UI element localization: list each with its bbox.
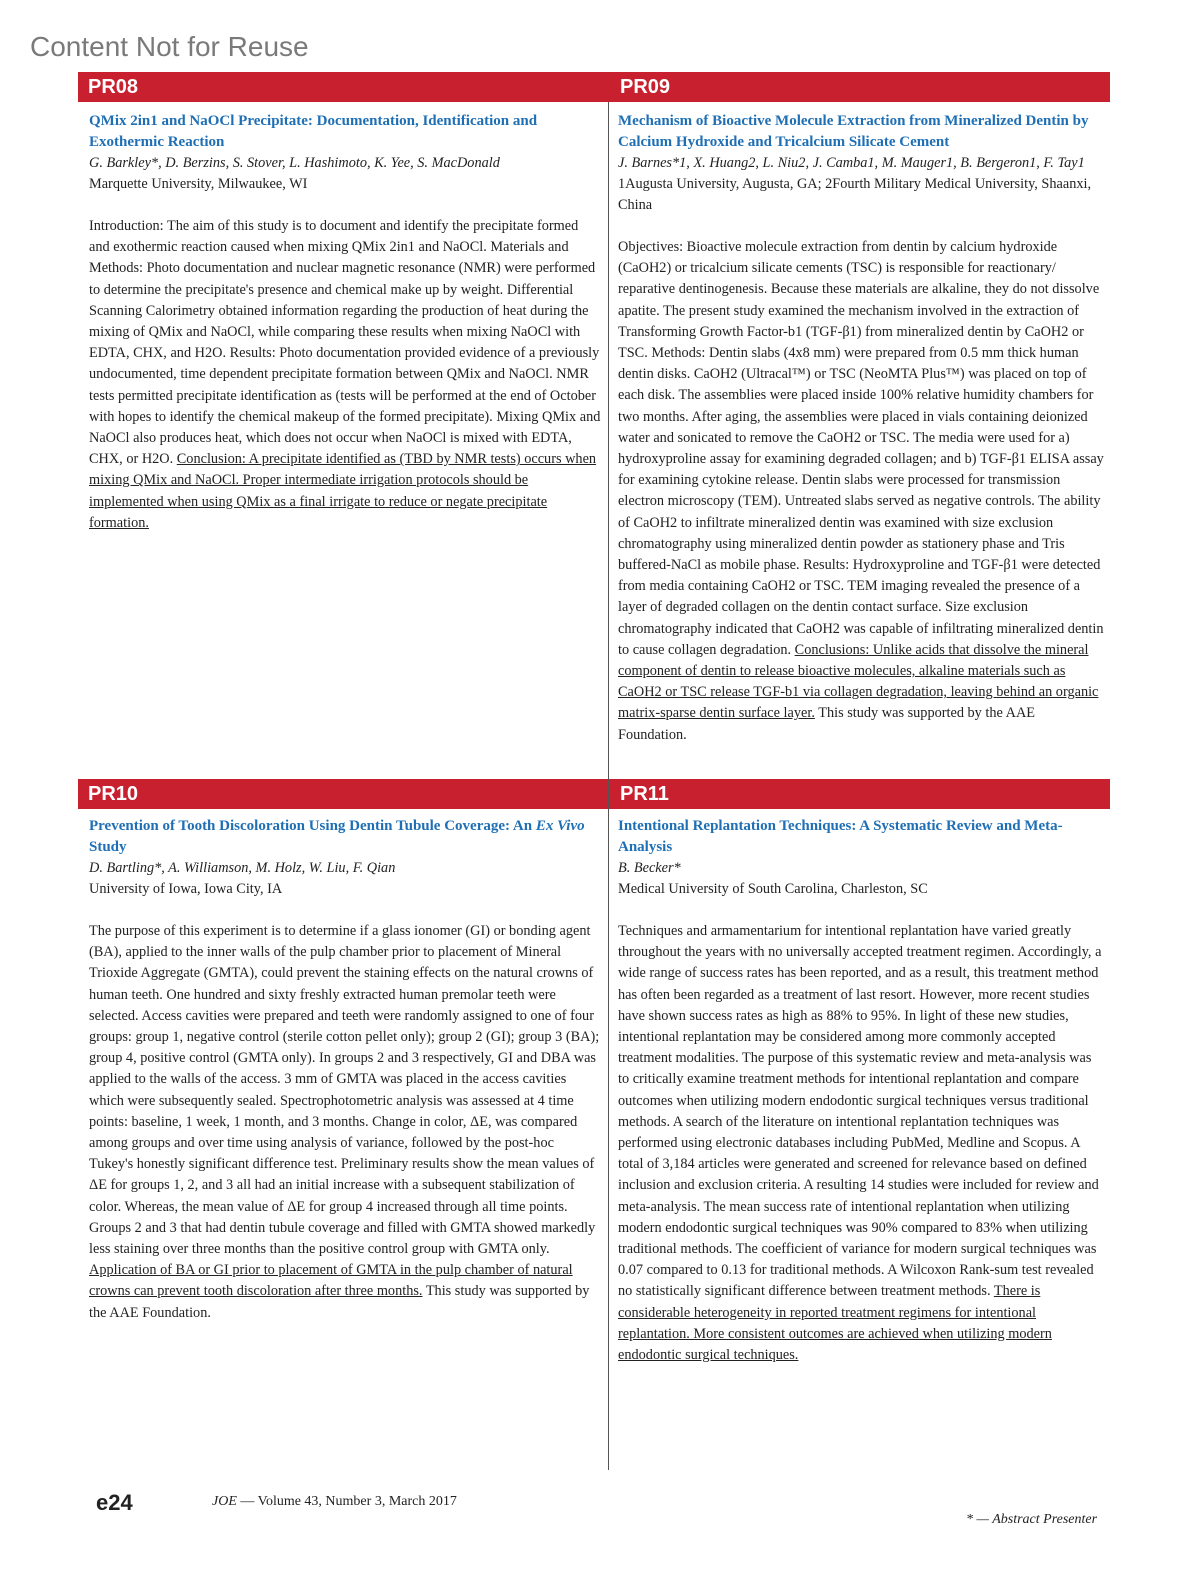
abstract-text: The purpose of this experiment is to determine if a glass ionomer (GI) or bonding agent (BA), applied to the inner walls of the pulp chamber prior to placement of Mineral Trioxide Aggregate (GMTA), could prevent the staining effects on the natural crowns of human teeth. One hundred and sixty freshly extracted human premolar teeth were selected. Access cavities were prepared and teeth were randomly assigned to one of four groups: group 1, negative control (sterile cotton pellet only); group 2 (GI); group 3 (BA); group 4, positive control (GMTA only). In groups 2 and 3 respectively, GI and DBA was applied to the walls of the access. 3 mm of GMTA was placed in the access cavities which were subsequently sealed. Spectrophotometric analysis was assessed at 4 time points: baseline, 1 week, 1 month, and 3 months. Change in color, ΔE, was compared among groups and over time using analysis of variance, followed by the post-hoc Tukey's honestly significant difference test. Preliminary results show the mean values of ΔE for groups 1, 2, and 3 all had an initial increase with a subsequent stabilization of color. Whereas, the mean value of ΔE for group 4 increased through all time points. Groups 2 and 3 that had dentin tubule coverage and filled with GMTA showed markedly less staining over three months than the positive control group with GMTA only. — [89, 923, 600, 1258]
title-end: Study — [89, 839, 127, 855]
abstract-authors: G. Barkley*, D. Berzins, S. Stover, L. Hashimoto, K. Yee, S. MacDonald — [89, 155, 500, 171]
abstract-id-pr08: PR08 — [88, 76, 139, 98]
abstract-conclusion: Conclusions: Unlike acids that dissolve the mineral component of dentin to release bioactive molecules, alkaline materials such as CaOH2 or TSC release TGF-b1 via collagen degradation, leaving behind an organic matrix-sparse dentin surface layer. — [618, 641, 1099, 722]
title-main: Prevention of Tooth Discoloration Using Dentin Tubule Coverage: An — [89, 818, 536, 834]
abstract-affiliation: University of Iowa, Iowa City, IA — [89, 881, 283, 897]
abstract-conclusion: Conclusion: A precipitate identified as (TBD by NMR tests) occurs when mixing QMix and NaOCl. Proper intermediate irrigation protocols should be implemented when using QMix as a final irrigate to reduce or negate precipitate formation. — [89, 451, 597, 531]
title-italic: Ex Vivo — [535, 818, 585, 834]
abstract-authors: D. Bartling*, A. Williamson, M. Holz, W. Liu, F. Qian — [89, 860, 396, 876]
abstract-pr11 — [618, 816, 1106, 1366]
abstract-body — [89, 216, 601, 534]
abstract-support: This study was supported by the AAE Foundation. — [618, 705, 1036, 743]
abstract-body — [618, 237, 1106, 746]
page-number: e24 — [96, 1490, 133, 1515]
abstract-text: Techniques and armamentarium for intentional replantation have varied greatly throughout the years with no universally accepted treatment regimen. Accordingly, a wide range of success rates has been reported, and as a result, this treatment method has often been regarded as a treatment of last resort. However, more recent studies have shown success rates as high as 88% to 95%. In light of these new studies, intentional replantation may be considered among more commonly accepted treatment modalities. The purpose of this systematic review and meta-analysis was to critically examine treatment methods for intentional replantation and compare outcomes when utilizing modern endodontic surgical techniques versus traditional methods. A search of the literature on intentional replantation techniques was performed using electronic databases including PubMed, Medline and Scopus. A total of 3,184 articles were generated and screened for relevance based on defined inclusion and exclusion criteria. A resulting 14 studies were included for review and meta-analysis. The mean success rate of intentional replantation when utilizing modern endodontic surgical techniques was 90% compared to 83% when utilizing traditional methods. The coefficient of variance for modern surgical techniques was 0.07 compared to 0.13 for traditional methods. A Wilcoxon Rank-sum test revealed no statistically significant difference between treatment methods. — [618, 923, 1102, 1300]
watermark-text: Content Not for Reuse — [30, 31, 309, 62]
abstract-support: This study was supported by the AAE Foundation. — [89, 1283, 590, 1321]
abstract-conclusion: Application of BA or GI prior to placement of GMTA in the pulp chamber of natural crowns can prevent tooth discoloration after three months. — [89, 1262, 573, 1300]
abstract-title: Mechanism of Bioactive Molecule Extraction from Mineralized Dentin by Calcium Hydroxide and Tricalcium Silicate Cement — [618, 113, 1089, 150]
abstract-id-pr09: PR09 — [620, 76, 671, 98]
abstract-title: QMix 2in1 and NaOCl Precipitate: Documentation, Identification and Exothermic Reaction — [89, 113, 538, 150]
abstract-affiliation: Medical University of South Carolina, Charleston, SC — [618, 881, 928, 897]
abstract-authors: J. Barnes*1, X. Huang2, L. Niu2, J. Camba1, M. Mauger1, B. Bergeron1, F. Tay1 — [618, 155, 1085, 171]
abstract-pr08 — [89, 111, 601, 534]
abstract-affiliation: 1Augusta University, Augusta, GA; 2Fourth Military Medical University, Shaanxi, China — [618, 176, 1092, 213]
journal-name: JOE — [212, 1494, 237, 1509]
header-bar-top — [78, 72, 1110, 102]
journal-issue: — Volume 43, Number 3, March 2017 — [236, 1494, 457, 1509]
presenter-note: * — Abstract Presenter — [966, 1512, 1098, 1527]
abstract-pr10 — [89, 816, 601, 1324]
column-divider — [608, 102, 609, 1470]
abstract-id-pr10: PR10 — [88, 783, 139, 805]
abstract-conclusion: There is considerable heterogeneity in reported treatment regimens for intentional replantation. More consistent outcomes are achieved when utilizing modern endodontic surgical techniques. — [618, 1283, 1052, 1364]
abstract-title — [89, 816, 601, 858]
header-bar-middle — [78, 779, 1110, 809]
abstract-pr09 — [618, 111, 1106, 746]
abstract-authors: B. Becker* — [618, 860, 681, 876]
abstract-title: Intentional Replantation Techniques: A Systematic Review and Meta-Analysis — [618, 818, 1063, 855]
abstract-body — [618, 921, 1106, 1366]
journal-citation — [212, 1494, 457, 1510]
abstract-affiliation: Marquette University, Milwaukee, WI — [89, 176, 308, 192]
abstract-id-pr11: PR11 — [620, 783, 669, 805]
abstract-text: Introduction: The aim of this study is to document and identify the precipitate formed and exothermic reaction caused when mixing QMix 2in1 and NaOCl. Materials and Methods: Photo documentation and nuclear magnetic resonance (NMR) were performed to determine the precipitate's presence and chemical make up by weight. Differential Scanning Calorimetry obtained information regarding the production of heat during the mixing of QMix and NaOCl, while comparing these results when mixing NaOCl with EDTA, CHX, and H2O. Results: Photo documentation provided evidence of a previously undocumented, time dependent precipitate formation between QMix and NaOCl. NMR tests permitted precipitate identification as (tests will be performed at the end of October with hopes to identify the chemical makeup of the formed precipitate). Mixing QMix and NaOCl also produces heat, which does not occur when NaOCl is mixed with EDTA, CHX, or H2O. — [89, 218, 601, 468]
abstract-text: Objectives: Bioactive molecule extraction from dentin by calcium hydroxide (CaOH2) or tricalcium silicate cements (TSC) is responsible for reactionary/ reparative dentinogenesis. Because these materials are alkaline, they do not dissolve apatite. The present study examined the mechanism involved in the extraction of Transforming Growth Factor-b1 (TGF-β1) from mineralized dentin by CaOH2 or TSC. Methods: Dentin slabs (4x8 mm) were prepared from 0.5 mm thick human dentin disks. CaOH2 (Ultracal™) or TSC (NeoMTA Plus™) was placed on top of each disk. The assemblies were placed inside 100% relative humidity chambers for two months. After aging, the assemblies were placed in vials containing deionized water and sonicated to remove the CaOH2 or TSC. The media were used for a) hydroxyproline assay for examining degraded collagen; and b) TGF-β1 ELISA assay for examining cytokine release. Dentin slabs were processed for transmission electron microscopy (TEM). Untreated slabs served as negative controls. The ability of CaOH2 to infiltrate mineralized dentin was examined with size exclusion chromatography using mineralized dentin powder as stationery phase and Tris buffered-NaCl as mobile phase. Results: Hydroxyproline and TGF-β1 were detected from media containing CaOH2 or TSC. TEM imaging revealed the presence of a layer of degraded collagen on the dentin contact surface. Size exclusion chromatography indicated that CaOH2 was capable of infiltrating mineralized dentin to cause collagen degradation. — [618, 239, 1104, 658]
abstract-body — [89, 921, 601, 1324]
